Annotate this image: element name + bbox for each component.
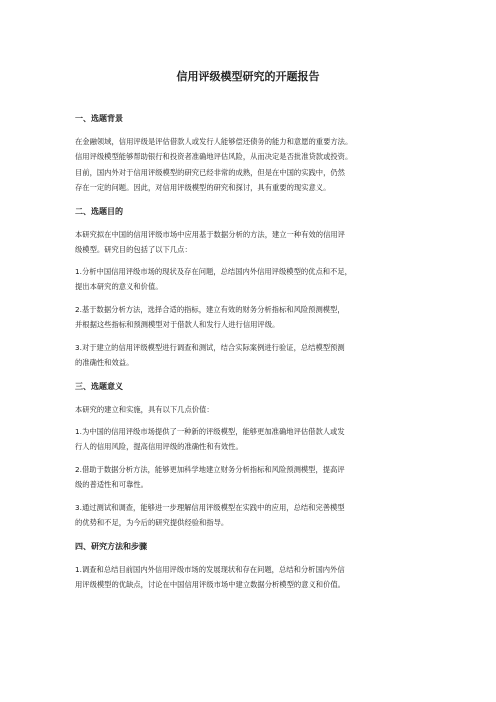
paragraph-line: 3.对于建立的信用评级模型进行调查和测试，结合实际案例进行验证，总结模型预测 (75, 343, 345, 352)
purpose-item-3 (75, 340, 431, 371)
section-significance-intro (75, 402, 431, 417)
paragraph-line: 1.为中国的信用评级市场提供了一种新的评级模型，能够更加准确地评估借款人或发 (75, 427, 345, 436)
paragraph-line: 本研究拟在中国的信用评级市场中应用基于数据分析的方法，建立一种有效的信用评 (75, 230, 345, 239)
section-heading-purpose: 二、选题目的 (75, 207, 123, 216)
paragraph-line: 目前，国内外对于信用评级模型的研究已经非常的成熟，但是在中国的实践中，仍然 (75, 167, 345, 177)
purpose-item-1 (75, 264, 431, 295)
purpose-item-2 (75, 302, 431, 333)
section-heading-background: 一、选题背景 (75, 114, 123, 123)
document-title: 信用评级模型研究的开题报告 (176, 70, 320, 83)
significance-item-2 (75, 462, 431, 493)
paragraph-line: 3.通过测试和调查，能够进一步理解信用评级模型在实践中的应用，总结和完善模型 (75, 503, 345, 512)
paragraph-line: 用评级模型的优缺点，讨论在中国信用评级市场中建立数据分析模型的意义和价值。 (75, 580, 345, 590)
paragraph-line: 的准确性和效益。 (75, 358, 134, 368)
paragraph-line: 的优势和不足，为今后的研究提供经验和指导。 (75, 518, 229, 528)
paragraph-line: 信用评级模型能够帮助银行和投资者准确地评估风险，从而决定是否批准贷款或投资。 (75, 152, 353, 162)
paragraph-line: 在金融领域，信用评级是评估借款人或发行人能够偿还债务的能力和意愿的重要方法。 (75, 137, 353, 146)
paragraph-line: 级模型。研究目的包括了以下几点： (75, 245, 192, 255)
significance-item-1 (75, 424, 431, 455)
paragraph-line: 级的普适性和可靠性。 (75, 480, 148, 490)
paragraph-line: 1.分析中国信用评级市场的现状及存在问题，总结国内外信用评级模型的优点和不足， (75, 267, 352, 276)
methods-item-1 (75, 562, 431, 593)
section-heading-significance: 三、选题意义 (75, 382, 123, 391)
paragraph-line: 存在一定的问题。因此，对信用评级模型的研究和探讨，具有重要的现实意义。 (75, 182, 331, 192)
significance-item-3 (75, 500, 431, 531)
paragraph-line: 行人的信用风险，提高信用评级的准确性和有效性。 (75, 442, 243, 452)
section-background-paragraph (75, 134, 431, 195)
paragraph-line: 2.借助于数据分析方法，能够更加科学地建立财务分析指标和风险预测模型，提高评 (75, 465, 345, 474)
section-purpose-intro (75, 227, 431, 258)
paragraph-line: 本研究的建立和实施，具有以下几点价值： (75, 405, 214, 414)
paragraph-line: 2.基于数据分析方法，选择合适的指标，建立有效的财务分析指标和风险预测模型， (75, 305, 345, 314)
paragraph-line: 提出本研究的意义和价值。 (75, 282, 163, 292)
section-heading-methods: 四、研究方法和步骤 (75, 542, 147, 551)
paragraph-line: 并根据这些指标和预测模型对于借款人和发行人进行信用评级。 (75, 320, 280, 330)
paragraph-line: 1.调查和总结目前国内外信用评级市场的发展现状和存在问题，总结和分析国内外信 (75, 565, 345, 574)
